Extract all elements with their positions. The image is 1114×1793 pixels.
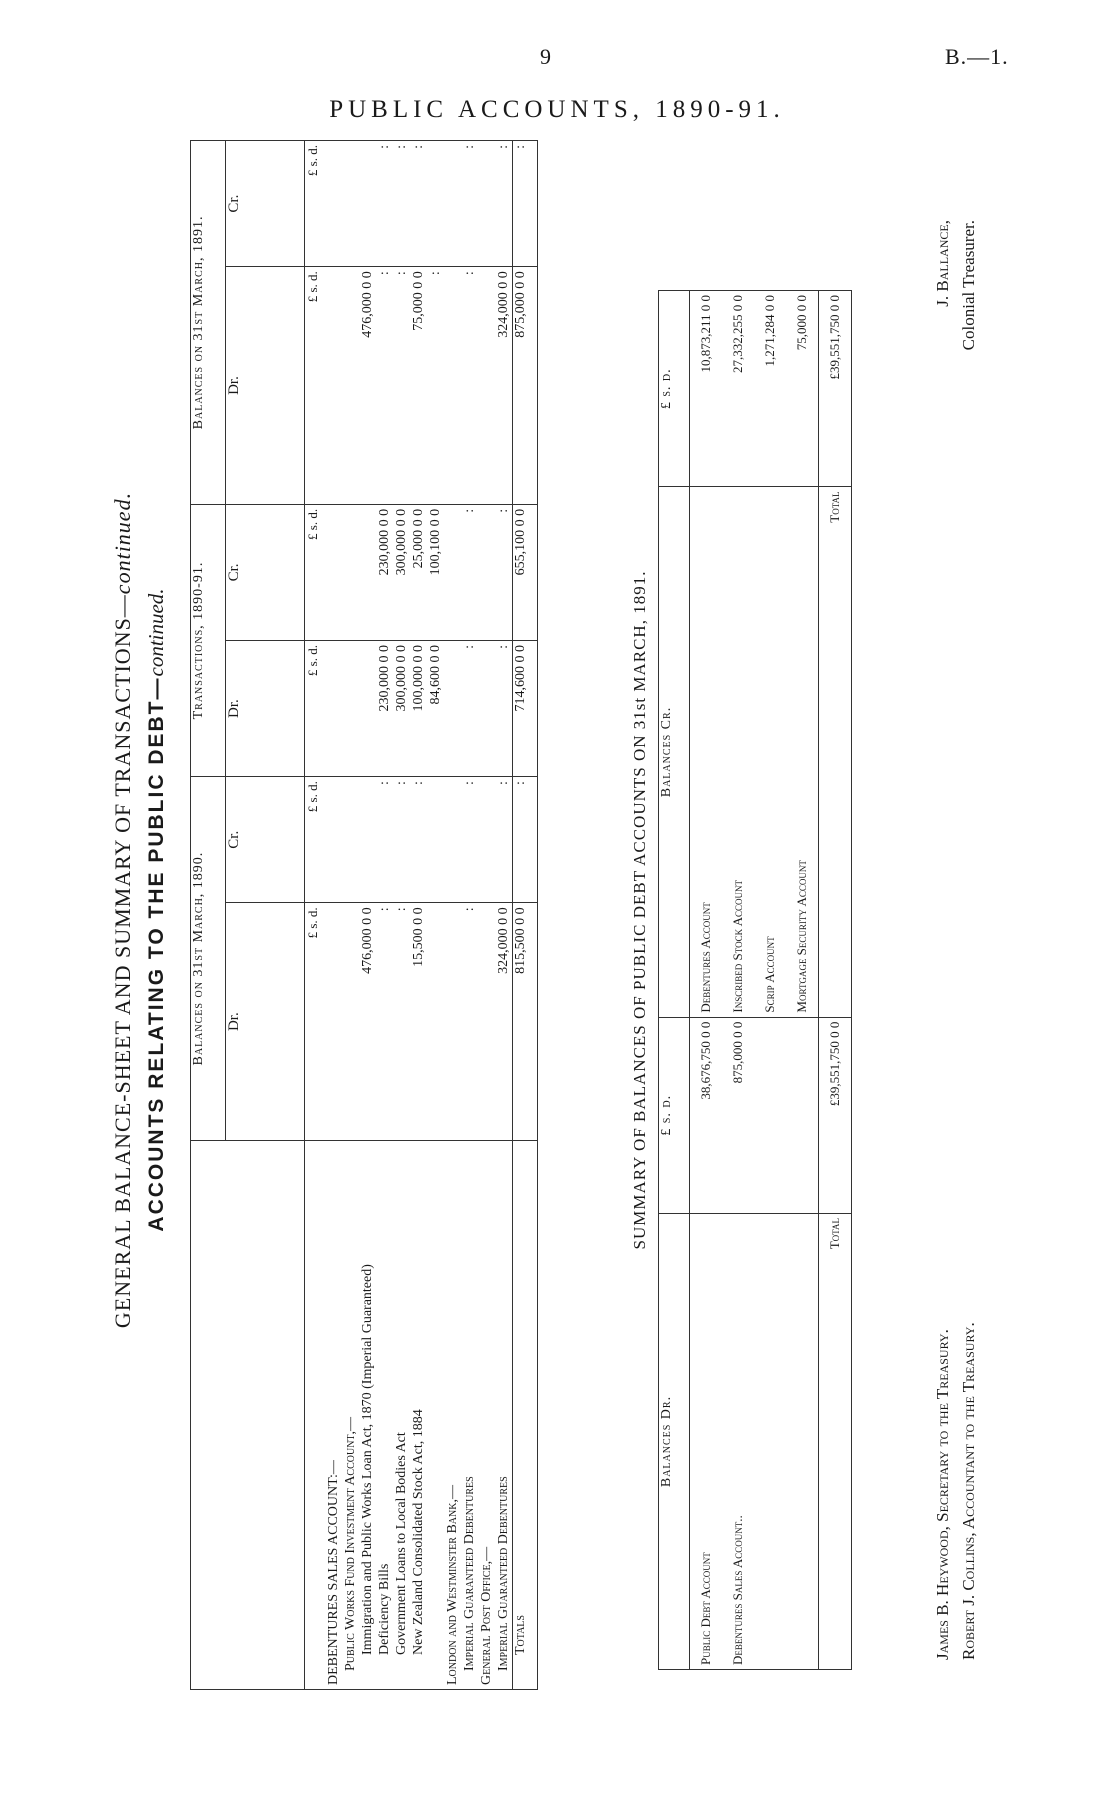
amount-cell: 84,600 0 0 xyxy=(427,641,444,777)
table-row xyxy=(495,141,513,1690)
amount-cell: : xyxy=(461,141,478,267)
totals-label: Totals xyxy=(513,1141,538,1690)
row-label: London and Westminster Bank,— xyxy=(444,1141,461,1690)
amount-cell xyxy=(478,141,495,267)
summary-dr-total-label: Total xyxy=(819,1214,852,1670)
currency-label: £ s. d. xyxy=(305,903,326,1141)
amount-cell: : xyxy=(495,504,513,640)
summary-cr-label: Mortgage Security Account xyxy=(786,487,819,1017)
amount-cell xyxy=(444,641,461,777)
table-row xyxy=(478,141,495,1690)
amount-cell xyxy=(325,141,342,267)
heading-line2-italic: continued. xyxy=(144,588,168,677)
heading-line1-italic: continued. xyxy=(110,491,135,595)
amount-cell: : xyxy=(393,141,410,267)
amount-cell: 230,000 0 0 xyxy=(376,641,393,777)
summary-cr-amount: 75,000 0 0 xyxy=(786,291,819,487)
cr-header: Cr. xyxy=(226,777,305,903)
signature-accountant: Robert J. Collins, Accountant to the Treasury. xyxy=(959,1322,978,1660)
signature-treasurer-name: J. Ballance, xyxy=(933,220,952,307)
row-label: Deficiency Bills xyxy=(376,1141,393,1690)
currency-label: £ s. d. xyxy=(659,1017,690,1213)
total-cell: 815,500 0 0 xyxy=(513,903,538,1141)
table-row xyxy=(410,141,427,1690)
amount-cell xyxy=(342,641,359,777)
page-reference: B.—1. xyxy=(945,44,1009,69)
totals-row xyxy=(513,141,538,1690)
amount-cell xyxy=(325,267,342,505)
description-header xyxy=(191,1141,305,1690)
summary-title: SUMMARY OF BALANCES OF PUBLIC DEBT ACCOUNTS ON 31st MARCH, 1891. xyxy=(630,570,649,1250)
amount-cell xyxy=(478,641,495,777)
blank-cell xyxy=(786,1017,819,1213)
balances-dr-header: Balances Dr. xyxy=(659,1214,690,1670)
amount-cell: : xyxy=(427,267,444,505)
amount-cell: : xyxy=(461,903,478,1141)
blank-cell xyxy=(786,1214,819,1670)
row-label: Public Works Fund Investment Account,— xyxy=(342,1141,359,1690)
amount-cell xyxy=(342,504,359,640)
summary-dr-label: Public Debt Account xyxy=(690,1214,723,1670)
amount-cell: : xyxy=(495,777,513,903)
summary-cr-amount: 10,873,211 0 0 xyxy=(690,291,723,487)
amount-cell: 100,100 0 0 xyxy=(427,504,444,640)
treasury-signatures xyxy=(930,1322,982,1660)
table-row xyxy=(461,141,478,1690)
table-row xyxy=(393,141,410,1690)
currency-label: £ s. d. xyxy=(305,504,326,640)
group-header: Balances on 31st March, 1890. xyxy=(191,777,226,1141)
amount-cell: 15,500 0 0 xyxy=(410,903,427,1141)
total-cell: 875,000 0 0 xyxy=(513,267,538,505)
blank-cell xyxy=(305,1141,326,1690)
amount-cell xyxy=(444,267,461,505)
amount-cell xyxy=(342,267,359,505)
amount-cell: 100,000 0 0 xyxy=(410,641,427,777)
amount-cell: : xyxy=(393,903,410,1141)
amount-cell: : xyxy=(461,777,478,903)
row-label: Immigration and Public Works Loan Act, 1870 (Imperial Guaranteed) xyxy=(359,1141,376,1690)
total-cell: 714,600 0 0 xyxy=(513,641,538,777)
summary-cr-label: Debentures Account xyxy=(690,487,723,1017)
amount-cell: 300,000 0 0 xyxy=(393,641,410,777)
amount-cell: 476,000 0 0 xyxy=(359,903,376,1141)
summary-cr-label: Scrip Account xyxy=(754,487,786,1017)
row-label: General Post Office,— xyxy=(478,1141,495,1690)
row-label: New Zealand Consolidated Stock Act, 1884 xyxy=(410,1141,427,1690)
amount-cell: 476,000 0 0 xyxy=(359,267,376,505)
summary-dr-amount: 38,676,750 0 0 xyxy=(690,1017,723,1213)
table-row xyxy=(325,141,342,1690)
summary-dr-total: £39,551,750 0 0 xyxy=(819,1017,852,1213)
amount-cell: : xyxy=(461,641,478,777)
row-label: Imperial Guaranteed Debentures xyxy=(461,1141,478,1690)
amount-cell xyxy=(427,903,444,1141)
amount-cell xyxy=(359,504,376,640)
table-row xyxy=(444,141,461,1690)
dr-header: Dr. xyxy=(226,267,305,505)
page-number: 9 xyxy=(540,44,551,69)
cr-header: Cr. xyxy=(226,504,305,640)
summary-dr-amount: 875,000 0 0 xyxy=(722,1017,754,1213)
heading-line2: ACCOUNTS RELATING TO THE PUBLIC DEBT— xyxy=(145,676,168,1232)
summary-dr-label: Debentures Sales Account.. xyxy=(722,1214,754,1670)
total-cell: : xyxy=(513,141,538,267)
table-row xyxy=(359,141,376,1690)
row-label xyxy=(427,1141,444,1690)
amount-cell: : xyxy=(376,141,393,267)
blank-cell xyxy=(754,1017,786,1213)
amount-cell: : xyxy=(495,641,513,777)
summary-table xyxy=(658,290,852,1670)
total-cell: : xyxy=(513,777,538,903)
table-row xyxy=(427,141,444,1690)
amount-cell xyxy=(444,903,461,1141)
total-cell: 655,100 0 0 xyxy=(513,504,538,640)
table-row xyxy=(376,141,393,1690)
public-debt-table xyxy=(190,140,538,1690)
rotated-content xyxy=(110,130,1030,1690)
dr-header: Dr. xyxy=(226,903,305,1141)
amount-cell: 324,000 0 0 xyxy=(495,903,513,1141)
currency-label: £ s. d. xyxy=(305,777,326,903)
amount-cell: 324,000 0 0 xyxy=(495,267,513,505)
amount-cell xyxy=(359,141,376,267)
amount-cell: 230,000 0 0 xyxy=(376,504,393,640)
amount-cell xyxy=(325,777,342,903)
amount-cell: : xyxy=(376,903,393,1141)
amount-cell: 300,000 0 0 xyxy=(393,504,410,640)
amount-cell xyxy=(342,903,359,1141)
table-body xyxy=(325,141,513,1690)
amount-cell: : xyxy=(410,777,427,903)
row-label: Government Loans to Local Bodies Act xyxy=(393,1141,410,1690)
amount-cell: 25,000 0 0 xyxy=(410,504,427,640)
balances-cr-header: Balances Cr. xyxy=(659,487,690,1017)
amount-cell xyxy=(478,267,495,505)
amount-cell xyxy=(342,141,359,267)
signature-treasurer-title: Colonial Treasurer. xyxy=(959,220,978,351)
heading-line1: GENERAL BALANCE-SHEET AND SUMMARY OF TRANSACTIONS— xyxy=(110,594,135,1329)
currency-label: £ s. d. xyxy=(305,641,326,777)
blank-cell xyxy=(754,1214,786,1670)
amount-cell xyxy=(342,777,359,903)
group-header: Transactions, 1890-91. xyxy=(191,504,226,776)
summary-cr-label: Inscribed Stock Account xyxy=(722,487,754,1017)
treasurer-signature xyxy=(930,220,982,520)
row-label: Imperial Guaranteed Debentures xyxy=(495,1141,513,1690)
amount-cell xyxy=(478,504,495,640)
amount-cell: : xyxy=(495,141,513,267)
cr-header: Cr. xyxy=(226,141,305,267)
amount-cell xyxy=(478,903,495,1141)
amount-cell xyxy=(478,777,495,903)
table-row xyxy=(342,141,359,1690)
currency-label: £ s. d. xyxy=(305,141,326,267)
balance-sheet-heading xyxy=(110,130,136,1690)
amount-cell xyxy=(359,641,376,777)
amount-cell: : xyxy=(461,504,478,640)
amount-cell xyxy=(359,777,376,903)
dr-header: Dr. xyxy=(226,641,305,777)
amount-cell xyxy=(444,141,461,267)
amount-cell: : xyxy=(410,141,427,267)
signature-secretary: James B. Heywood, Secretary to the Treasury. xyxy=(933,1329,952,1660)
amount-cell xyxy=(444,777,461,903)
row-label: DEBENTURES SALES ACCOUNT:— xyxy=(325,1141,342,1690)
amount-cell xyxy=(325,903,342,1141)
currency-label: £ s. d. xyxy=(305,267,326,505)
amount-cell: : xyxy=(393,267,410,505)
amount-cell: : xyxy=(461,267,478,505)
amount-cell xyxy=(427,777,444,903)
amount-cell: : xyxy=(376,267,393,505)
amount-cell xyxy=(444,504,461,640)
group-header: Balances on 31st March, 1891. xyxy=(191,141,226,505)
summary-cr-amount: 27,332,255 0 0 xyxy=(722,291,754,487)
currency-label: £ s. d. xyxy=(659,291,690,487)
amount-cell xyxy=(427,141,444,267)
amount-cell: 75,000 0 0 xyxy=(410,267,427,505)
amount-cell xyxy=(325,641,342,777)
summary-cr-amount: 1,271,284 0 0 xyxy=(754,291,786,487)
summary-cr-total: £39,551,750 0 0 xyxy=(819,291,852,487)
amount-cell: : xyxy=(376,777,393,903)
page-title: PUBLIC ACCOUNTS, 1890-91. xyxy=(329,96,785,123)
amount-cell xyxy=(325,504,342,640)
summary-cr-total-label: Total xyxy=(819,487,852,1017)
amount-cell: : xyxy=(393,777,410,903)
public-debt-heading xyxy=(144,130,169,1690)
